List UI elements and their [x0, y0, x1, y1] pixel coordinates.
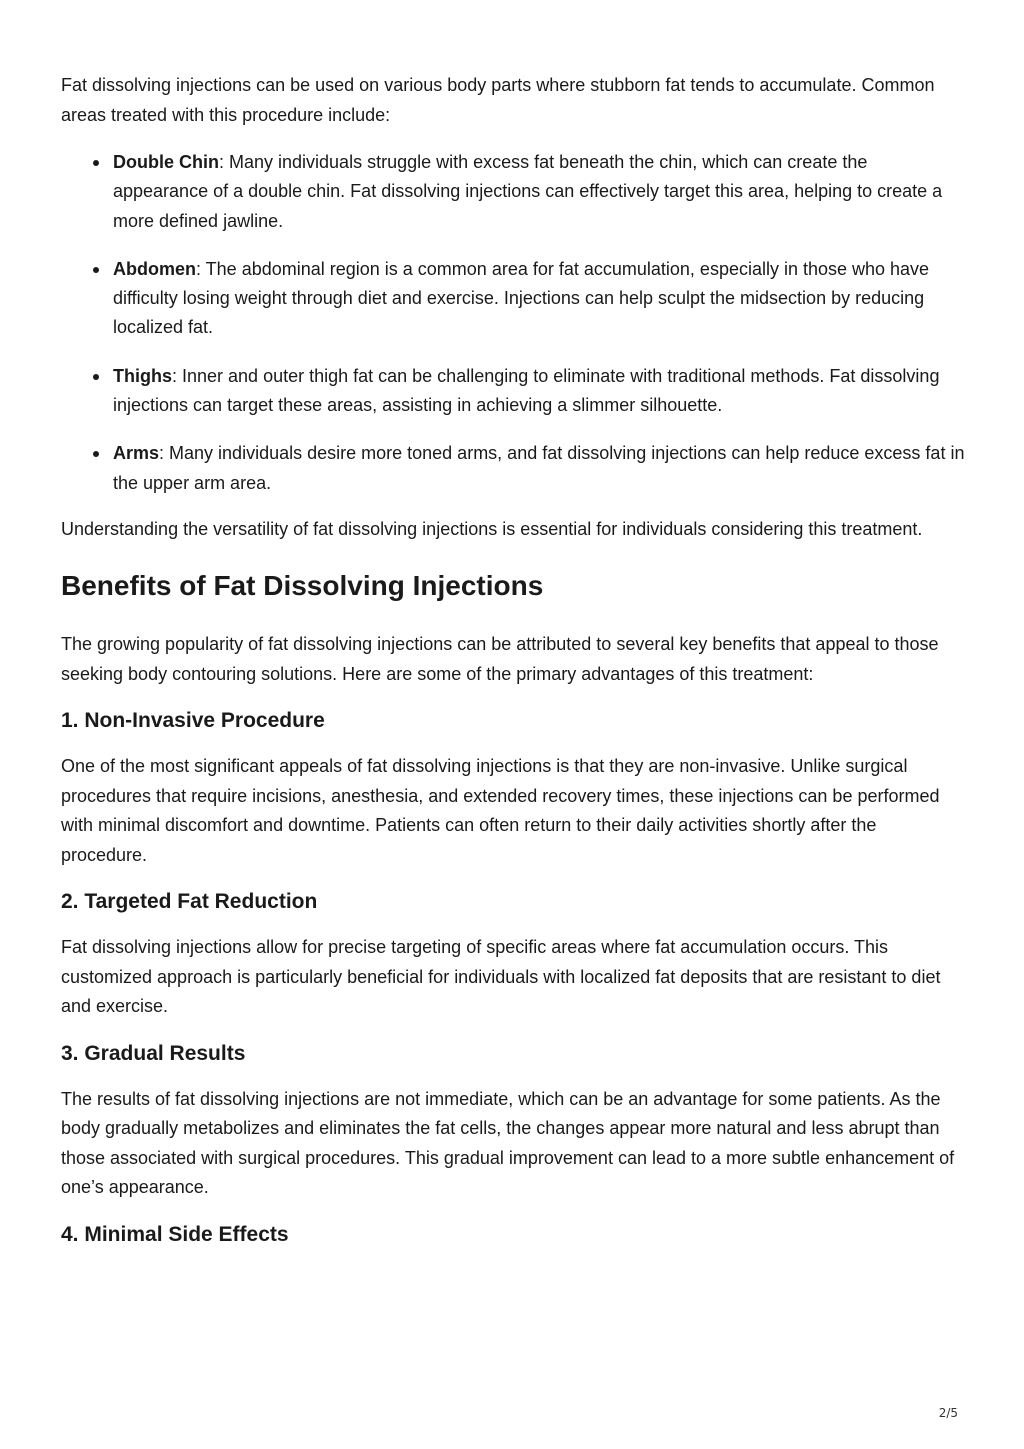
list-item: [113, 362, 966, 421]
list-item-term: Double Chin: [113, 152, 219, 172]
benefit-heading: 4. Minimal Side Effects: [61, 1222, 289, 1246]
list-item: [113, 148, 966, 236]
list-item: [113, 255, 966, 343]
list-item-term: Thighs: [113, 365, 172, 386]
benefit-heading: 2. Targeted Fat Reduction: [61, 890, 318, 914]
list-item-term: Abdomen: [113, 258, 196, 279]
benefit-paragraph: The results of fat dissolving injections are not immediate, which can be an advantage for some patients. As the body gradually metabolizes and eliminates the fat cells, the changes appear more natural and less abrupt than those associated with surgical procedures. This gradual improvement can lead to a more subtle enhancement of one’s appearance.: [61, 1088, 955, 1198]
list-item: [113, 439, 966, 498]
list-item-text: : Many individuals struggle with excess fat beneath the chin, which can create the appearance of a double chin. Fat dissolving injections can effectively target this area, helping to create a more defined jawline.: [113, 152, 943, 231]
list-item-text: : Many individuals desire more toned arms, and fat dissolving injections can help reduce excess fat in the upper arm area.: [113, 443, 965, 493]
benefits-intro-paragraph: The growing popularity of fat dissolving injections can be attributed to several key benefits that appeal to those seeking body contouring solutions. Here are some of the primary advantages of this treatment:: [61, 634, 939, 684]
benefit-heading: 1. Non-Invasive Procedure: [61, 709, 325, 733]
list-item-text: : The abdominal region is a common area for fat accumulation, especially in those who have difficulty losing weight through diet and exercise. Injections can help sculpt the midsection by reducing localized fat.: [113, 258, 930, 338]
benefit-heading: 3. Gradual Results: [61, 1041, 246, 1065]
benefit-paragraph: One of the most significant appeals of fat dissolving injections is that they are non-invasive. Unlike surgical procedures that require incisions, anesthesia, and extended recovery times, these injections can be performed with minimal discomfort and downtime. Patients can often return to their daily activities shortly after the procedure.: [61, 756, 940, 865]
treatment-areas-list: [61, 148, 966, 498]
document-body: [61, 71, 966, 1266]
list-item-term: Arms: [113, 443, 160, 464]
benefit-paragraph: Fat dissolving injections allow for precise targeting of specific areas where fat accumulation occurs. This customized approach is particularly beneficial for individuals with localized fat deposits that are resistant to diet and exercise.: [61, 937, 941, 1017]
understanding-paragraph: Understanding the versatility of fat dissolving injections is essential for individuals considering this treatment.: [61, 518, 923, 539]
list-item-text: : Inner and outer thigh fat can be challenging to eliminate with traditional methods. Fat dissolving injections can target these areas, assisting in achieving a slimmer silhouette.: [113, 365, 940, 416]
intro-paragraph: Fat dissolving injections can be used on various body parts where stubborn fat tends to accumulate. Common areas treated with this procedure include:: [61, 75, 935, 125]
page-number: 2/5: [938, 1406, 958, 1420]
section-heading: Benefits of Fat Dissolving Injections: [61, 570, 544, 602]
